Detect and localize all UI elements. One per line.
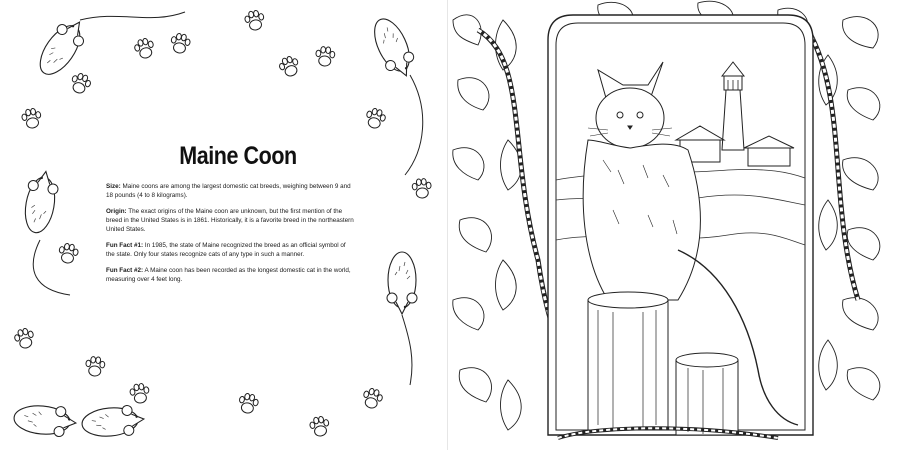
- left-page: [0, 0, 448, 450]
- paw-print-icon: [364, 107, 387, 130]
- page-title: Maine Coon: [179, 142, 297, 170]
- paw-print-icon: [13, 327, 36, 350]
- fact-fun-1: Fun Fact #1: In 1985, the state of Maine recognized the breed as an official symbol of the state. Only four states recognize cats of any type in such a manner.: [106, 242, 346, 259]
- paw-print-icon: [277, 54, 301, 78]
- paw-print-icon: [412, 178, 432, 199]
- paw-print-icon: [309, 415, 331, 437]
- coloring-illustration: [448, 0, 900, 450]
- fact-size: Size: Maine coons are among the largest domestic cat breeds, weighing between 9 and 18 pounds (4 to 8 kilograms).: [106, 183, 351, 200]
- mouse-icon: [81, 404, 145, 439]
- mouse-icon: [32, 14, 92, 82]
- mouse-tail: [80, 12, 185, 20]
- paw-print-icon: [244, 9, 266, 31]
- mouse-icon: [387, 252, 417, 314]
- fact-origin: Origin: The exact origins of the Maine coon are unknown, but the first mention of the breed in the United States is in 1861. Historically, it is a favorite breed in the northeastern United States.: [106, 207, 354, 234]
- mouse-icon: [13, 403, 77, 438]
- paw-print-icon: [237, 392, 259, 415]
- right-page: [448, 0, 900, 450]
- paw-print-icon: [361, 387, 384, 410]
- facts-block: [106, 182, 354, 291]
- paw-print-icon: [129, 383, 150, 405]
- paw-print-icon: [315, 46, 335, 67]
- mouse-icon: [367, 13, 420, 82]
- paw-print-icon: [68, 71, 92, 95]
- fact-fun-2: Fun Fact #2: A Maine coon has been recorded as the longest domestic cat in the world, measuring over 4 feet long.: [106, 266, 351, 284]
- paw-print-icon: [21, 107, 43, 129]
- paw-print-icon: [169, 32, 191, 54]
- mouse-tail: [402, 315, 412, 385]
- paw-print-icon: [57, 242, 79, 264]
- mouse-tail: [405, 75, 423, 175]
- mouse-icon: [20, 169, 60, 235]
- paw-print-icon: [133, 37, 156, 60]
- paw-print-icon: [85, 356, 105, 377]
